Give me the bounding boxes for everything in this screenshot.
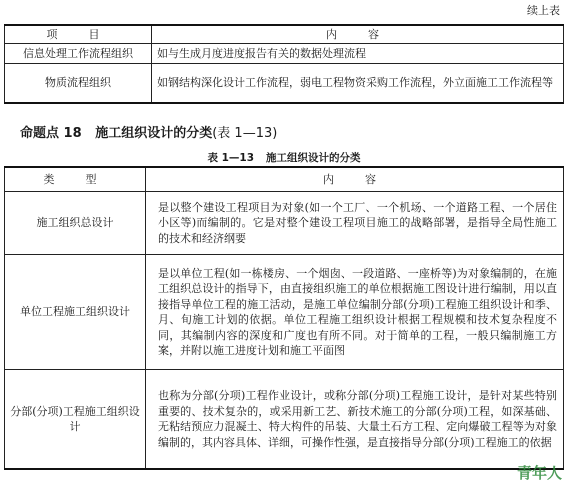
row-content-cell: 如与生成月度进度报告有关的数据处理流程: [152, 44, 564, 64]
continued-label: 续上表: [527, 4, 560, 17]
table-caption-number: 表 1—13: [207, 152, 255, 164]
watermark-logo: 青年人: [516, 464, 562, 482]
row-content-cell: 是以整个建设工程项目为对象(如一个工厂、一个机场、一个道路工程、一个居住小区等)而编制的。它是对整个建设工程项目施工的战略部署，是指导全局性施工的技术和经济纲要: [146, 192, 564, 255]
column-header-item: 项 目: [5, 25, 152, 44]
table-header-row: [5, 25, 564, 44]
row-content-cell: 是以单位工程(如一栋楼房、一个烟囱、一段道路、一座桥等)为对象编制的，在施工组织总设计的指导下，由直接组织施工的单位根据施工图设计进行编制，用以直接指导单位工程的施工活动，是施工单位编制分部(分项)工程施工组织设计和季、月、旬施工计划的依据。单位工程施工组织设计根据工程规模和技术复杂程度不同，其编制内容的深度和广度也有所不同。对于简单的工程，一般只编制施工方案，并附以施工进度计划和施工平面图: [146, 255, 564, 370]
row-content-cell: 也称为分部(分项)工程作业设计，或称分部(分项)工程施工设计，是针对某些特别重要的、技术复杂的，或采用新工艺、新技术施工的分部(分项)工程，如深基础、无粘结预应力混凝土、特大构件的吊装、大量土石方工程、定向爆破工程等为对象编制的，其内容具体、详细，可操作性强，是直接指导分部(分项)工程施工的依据: [146, 370, 564, 470]
table-caption: [0, 150, 568, 165]
table-row: [5, 255, 564, 370]
column-header-content: 内 容: [152, 25, 564, 44]
process-organization-table: [4, 24, 564, 104]
section-heading: [20, 122, 277, 141]
row-content-cell: 如钢结构深化设计工作流程，弱电工程物资采购工作流程，外立面施工工作流程等: [152, 64, 564, 104]
table-header-row: [5, 167, 564, 192]
section-label: 命题点 18: [20, 126, 82, 141]
table-row: [5, 64, 564, 104]
table-row: [5, 370, 564, 470]
section-title: 施工组织设计的分类: [95, 126, 213, 141]
table-row: [5, 192, 564, 255]
table-row: [5, 44, 564, 64]
column-header-content: 内 容: [146, 167, 564, 192]
construction-design-classification-table: [4, 166, 564, 470]
row-item-cell: 物质流程组织: [5, 64, 152, 104]
row-type-cell: 施工组织总设计: [5, 192, 146, 255]
table-caption-title: 施工组织设计的分类: [266, 152, 361, 164]
section-table-ref: (表 1—13): [212, 126, 278, 141]
row-item-cell: 信息处理工作流程组织: [5, 44, 152, 64]
row-type-cell: 单位工程施工组织设计: [5, 255, 146, 370]
row-type-cell: 分部(分项)工程施工组织设计: [5, 370, 146, 470]
column-header-type: 类 型: [5, 167, 146, 192]
